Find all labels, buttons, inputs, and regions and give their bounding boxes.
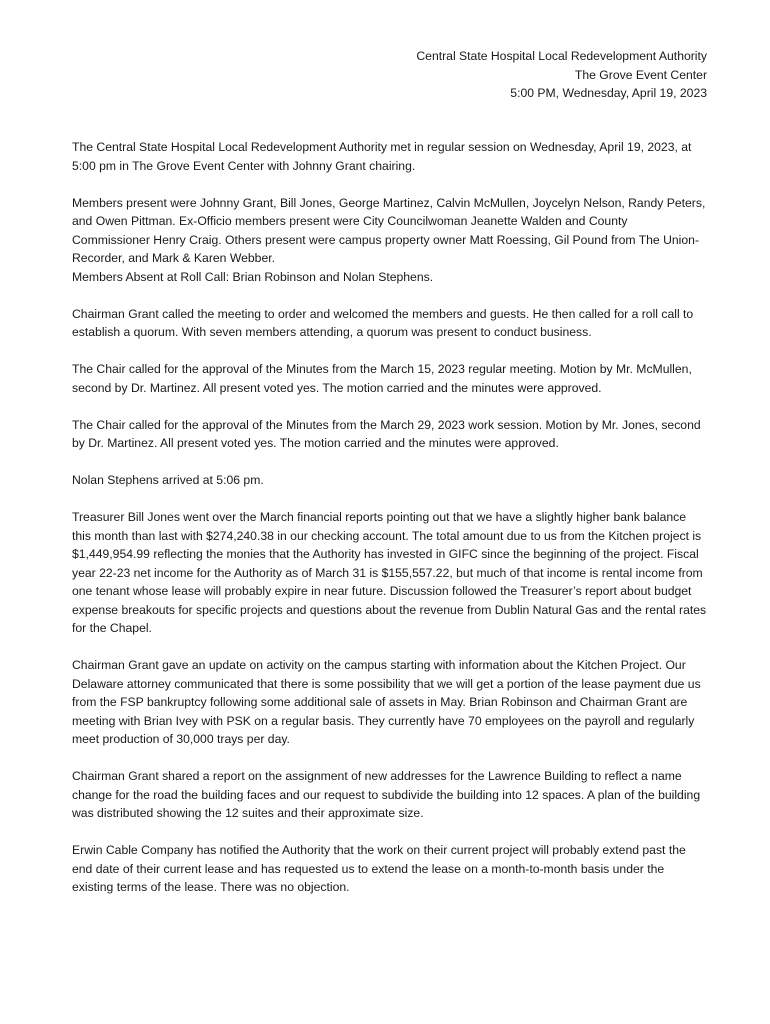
- minutes-approval-march-15-paragraph: The Chair called for the approval of the Minutes from the March 15, 2023 regular meeting. Motion by Mr. McMullen, second by Dr. Martinez. All present voted yes. The motion carried and the minutes were approved.: [72, 362, 692, 395]
- erwin-cable-paragraph: Erwin Cable Company has notified the Authority that the work on their current project will probably extend past the end date of their current lease and has requested us to extend the lease on a month-to-month basis under the existing terms of the lease. There was no objection.: [72, 843, 686, 894]
- members-absent-paragraph: Members Absent at Roll Call: Brian Robinson and Nolan Stephens.: [72, 269, 434, 284]
- opening-paragraph: The Central State Hospital Local Redevelopment Authority met in regular session on Wednesday, April 19, 2023, at 5:00 pm in The Grove Event Center with Johnny Grant chairing.: [72, 140, 692, 173]
- meeting-location: The Grove Event Center: [574, 67, 707, 82]
- minutes-body: [72, 138, 708, 915]
- late-arrival-paragraph: Nolan Stephens arrived at 5:06 pm.: [72, 473, 264, 487]
- meeting-datetime: 5:00 PM, Wednesday, April 19, 2023: [510, 86, 707, 101]
- kitchen-project-update-paragraph: Chairman Grant gave an update on activity on the campus starting with information about the Kitchen Project. Our Delaware attorney communicated that there is some possibility that we will get a portion of the lease payment due us from the FSP bankruptcy following some additional sale of assets in May. Brian Robinson and Chairman Grant are meeting with Brian Ivey with PSK on a regular basis. They currently have 70 employees on the payroll and regularly meet production of 30,000 trays per day.: [72, 658, 701, 746]
- members-present-paragraph: Members present were Johnny Grant, Bill Jones, George Martinez, Calvin McMullen, Joycelyn Nelson, Randy Peters, and Owen Pittman. Ex-Officio members present were City Councilwoman Jeanette Walden and County Commissioner Henry Craig. Others present were campus property owner Matt Roessing, Gil Pound from The Union-Recorder, and Mark & Karen Webber.: [72, 195, 706, 265]
- lawrence-building-paragraph: Chairman Grant shared a report on the assignment of new addresses for the Lawrence Building to reflect a name change for the road the building faces and our request to subdivide the building into 12 spaces. A plan of the building was distributed showing the 12 suites and their approximate size.: [72, 769, 701, 820]
- call-to-order-paragraph: Chairman Grant called the meeting to order and welcomed the members and guests. He then called for a roll call to establish a quorum. With seven members attending, a quorum was present to conduct business.: [72, 306, 694, 339]
- minutes-approval-march-29-paragraph: The Chair called for the approval of the Minutes from the March 29, 2023 work session. Motion by Mr. Jones, second by Dr. Martinez. All present voted yes. The motion carried and the minutes were approved.: [72, 417, 701, 450]
- document-header: [207, 47, 707, 103]
- treasurer-report-paragraph: Treasurer Bill Jones went over the March financial reports pointing out that we have a slightly higher bank balance this month than last with $274,240.38 in our checking account. The total amount due to us from the Kitchen project is $1,449,954.99 reflecting the monies that the Authority has invested in GIFC since the beginning of the project. Fiscal year 22-23 net income for the Authority as of March 31 is $155,557.22, but much of that income is rental income from one tenant whose lease will probably expire in near future. Discussion followed the Treasurer’s report about budget expense breakouts for specific projects and questions about the revenue from Dublin Natural Gas and the rental rates for the Chapel.: [72, 510, 707, 635]
- organization-name: Central State Hospital Local Redevelopment Authority: [416, 49, 707, 63]
